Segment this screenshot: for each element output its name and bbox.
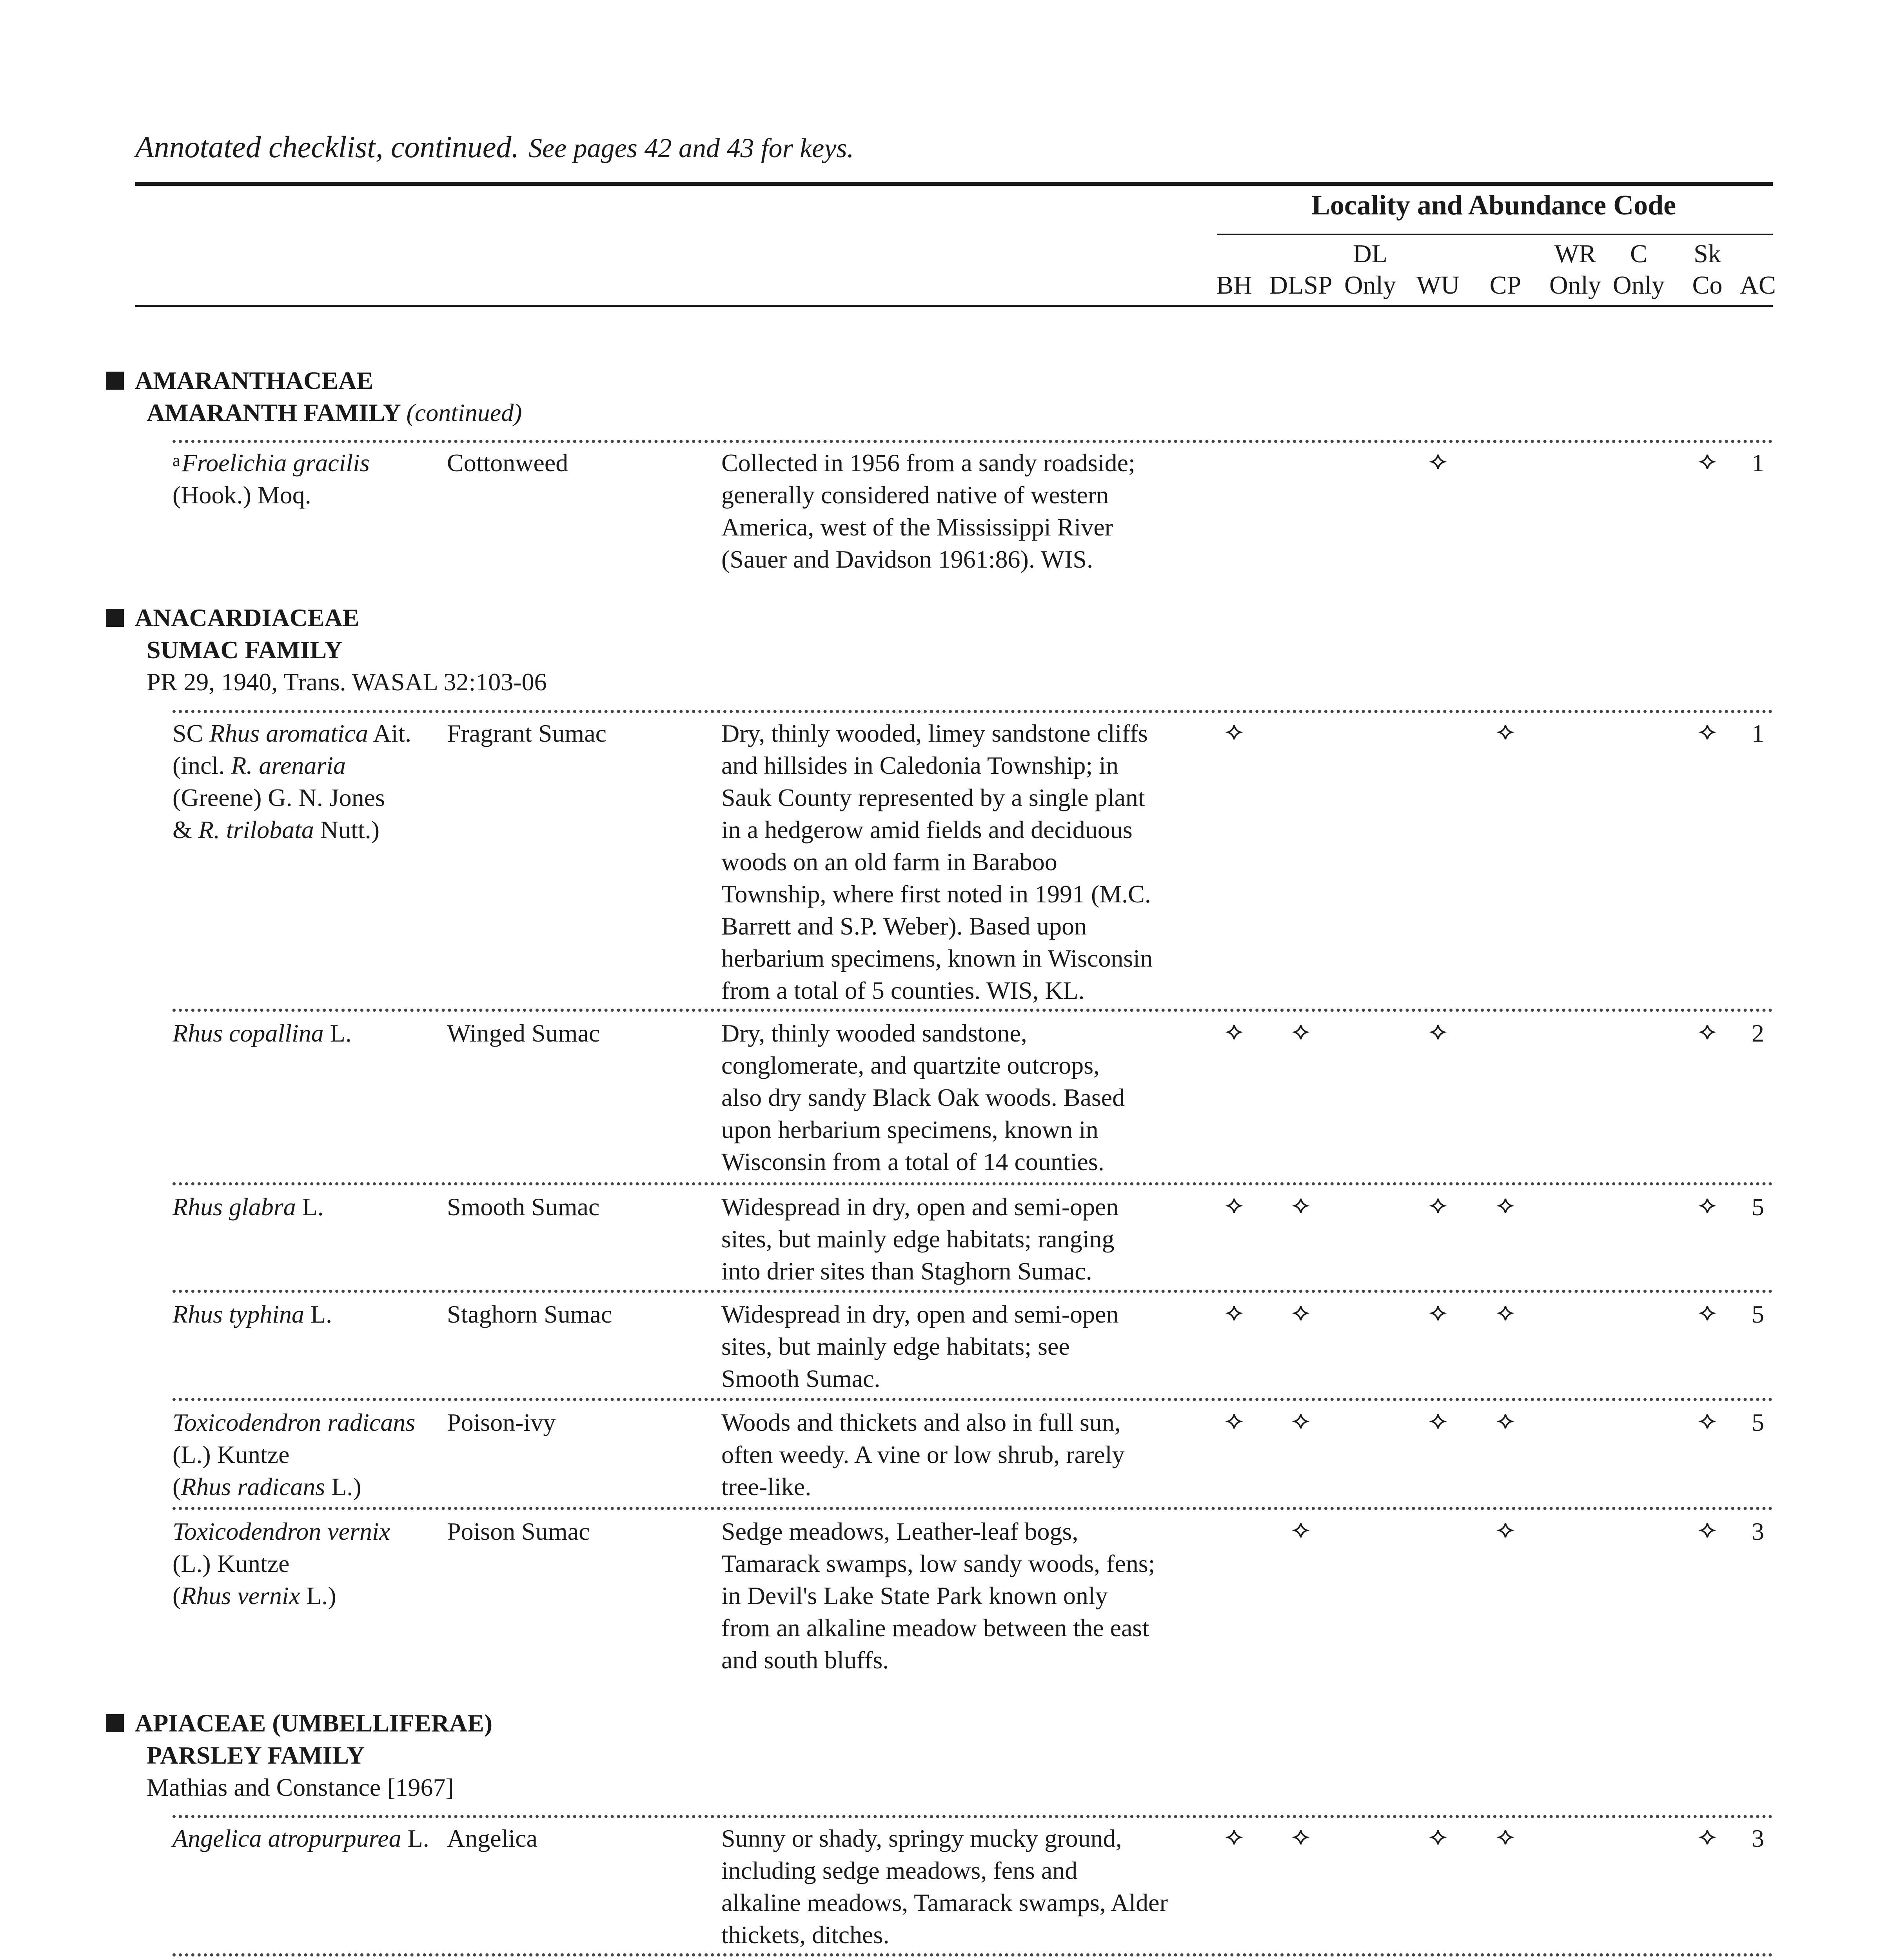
scientific-name-text: & (172, 816, 198, 844)
scientific-name-line (172, 1439, 443, 1471)
column-header-bh (1216, 238, 1252, 301)
scientific-name-italic: Rhus copallina (172, 1019, 324, 1047)
locality-marker-bh-icon (1223, 717, 1245, 750)
locality-marker-skco-icon (1696, 717, 1718, 750)
column-header-dlsp (1269, 238, 1332, 301)
locality-marker-skco-icon (1696, 1822, 1718, 1855)
locality-marker-dlsp-icon (1290, 1406, 1312, 1439)
species-scientific-name (172, 1191, 443, 1223)
notes-line: Sedge meadows, Leather-leaf bogs, (721, 1517, 1078, 1545)
dotted-separator (172, 1815, 1773, 1818)
family-common-name-text: SUMAC FAMILY (147, 636, 343, 664)
species-scientific-name (172, 1406, 443, 1503)
scientific-name-italic: Rhus aromatica (209, 719, 368, 747)
locality-marker-cp-icon (1494, 717, 1516, 750)
scientific-name-line (172, 1515, 443, 1548)
species-notes (721, 1298, 1192, 1395)
notes-line: and hillsides in Caledonia Township; in (721, 751, 1118, 779)
abundance-code: 1 (1752, 449, 1764, 477)
column-header-line: C (1630, 240, 1648, 268)
species-common-name: Fragrant Sumac (447, 719, 606, 747)
scientific-name-text: ( (172, 1582, 181, 1610)
locality-marker-skco-icon (1696, 447, 1718, 479)
species-scientific-name (172, 717, 443, 846)
species-notes (721, 1191, 1192, 1287)
family-common-name-text: PARSLEY FAMILY (147, 1741, 365, 1769)
scientific-name-line (172, 1471, 443, 1503)
scientific-name-italic: Rhus vernix (181, 1582, 300, 1610)
locality-marker-cp-icon (1494, 1298, 1516, 1330)
column-header-line (1216, 238, 1252, 270)
scientific-name-line (172, 447, 443, 479)
dotted-separator (172, 1009, 1773, 1012)
locality-marker-skco-icon (1696, 1515, 1718, 1548)
species-scientific-name (172, 1298, 443, 1330)
notes-line: also dry sandy Black Oak woods. Based (721, 1083, 1125, 1111)
scientific-name-italic: Toxicodendron vernix (172, 1517, 390, 1545)
scientific-name-text: L. (401, 1824, 429, 1852)
family-header (106, 1707, 492, 1804)
bullet-square-icon (106, 609, 124, 627)
caption-keys-note: See pages 42 and 43 for keys. (528, 133, 854, 163)
scientific-name-text: (incl. (172, 751, 231, 779)
scientific-name-line (172, 1191, 443, 1223)
dotted-separator (172, 1953, 1773, 1956)
notes-line: upon herbarium specimens, known in (721, 1116, 1098, 1143)
top-rule (135, 182, 1773, 186)
locality-marker-cp-icon (1494, 1191, 1516, 1223)
notes-line: Wisconsin from a total of 14 counties. (721, 1148, 1104, 1176)
locality-marker-wu-icon (1427, 1191, 1449, 1223)
species-notes (721, 717, 1192, 1007)
species-scientific-name (172, 1017, 443, 1049)
column-header-line: Only (1613, 271, 1665, 299)
column-header-wr (1549, 238, 1601, 301)
family-reference: Mathias and Constance [1967] (147, 1773, 454, 1801)
notes-line: woods on an old farm in Baraboo (721, 848, 1057, 876)
notes-line: Sauk County represented by a single plant (721, 784, 1145, 811)
locality-marker-skco-icon (1696, 1191, 1718, 1223)
abundance-code: 5 (1752, 1193, 1764, 1221)
species-notes (721, 1406, 1192, 1503)
locality-marker-dlsp-icon (1290, 1515, 1312, 1548)
scientific-name-text: L.) (325, 1473, 361, 1501)
scientific-name-line (172, 1406, 443, 1439)
column-header-line: CP (1489, 271, 1522, 299)
family-name-text: APIACEAE (UMBELLIFERAE) (135, 1709, 493, 1737)
notes-line: Widespread in dry, open and semi-open (721, 1300, 1119, 1328)
notes-line: America, west of the Mississippi River (721, 513, 1113, 541)
notes-line: into drier sites than Staghorn Sumac. (721, 1257, 1092, 1285)
notes-line: sites, but mainly edge habitats; see (721, 1332, 1070, 1360)
abundance-code: 1 (1752, 719, 1764, 747)
scientific-name-line (172, 479, 443, 511)
locality-marker-dlsp-icon (1290, 1191, 1312, 1223)
column-header-wu (1416, 238, 1460, 301)
locality-marker-skco-icon (1696, 1298, 1718, 1330)
locality-marker-cp-icon (1494, 1406, 1516, 1439)
status-prefix: a (172, 451, 180, 470)
dotted-separator (172, 710, 1773, 713)
species-scientific-name (172, 1515, 443, 1612)
species-common-name: Staghorn Sumac (447, 1300, 612, 1328)
column-header-line: DLSP (1269, 271, 1333, 299)
scientific-name-text: SC (172, 719, 210, 747)
notes-line: from a total of 5 counties. WIS, KL. (721, 976, 1085, 1004)
scientific-name-line (172, 782, 443, 814)
scientific-name-line (172, 750, 443, 782)
locality-marker-cp-icon (1494, 1515, 1516, 1548)
column-header-line (1416, 238, 1460, 270)
locality-marker-wu-icon (1427, 447, 1449, 479)
scientific-name-text: L.) (300, 1582, 336, 1610)
locality-marker-skco-icon (1696, 1017, 1718, 1049)
notes-line: Tamarack swamps, low sandy woods, fens; (721, 1550, 1155, 1577)
notes-line: sites, but mainly edge habitats; ranging (721, 1225, 1115, 1253)
notes-line: herbarium specimens, known in Wisconsin (721, 944, 1153, 972)
family-name-text: AMARANTHACEAE (135, 367, 373, 394)
family-name (106, 365, 522, 397)
dotted-separator (172, 1182, 1773, 1185)
scientific-name-text: L. (296, 1193, 324, 1221)
locality-marker-dlsp-icon (1290, 1298, 1312, 1330)
locality-marker-wu-icon (1427, 1822, 1449, 1855)
abundance-code: 2 (1752, 1019, 1764, 1047)
notes-line: from an alkaline meadow between the east (721, 1614, 1149, 1642)
dotted-separator (172, 1507, 1773, 1510)
scientific-name-line (172, 814, 443, 846)
notes-line: Smooth Sumac. (721, 1365, 881, 1392)
locality-marker-bh-icon (1223, 1191, 1245, 1223)
column-header-line: Co (1692, 271, 1723, 299)
notes-line: in a hedgerow amid fields and deciduous (721, 816, 1133, 844)
family-reference: PR 29, 1940, Trans. WASAL 32:103-06 (147, 668, 547, 696)
column-header-line: AC (1740, 271, 1776, 299)
scientific-name-text: (L.) Kuntze (172, 1550, 290, 1577)
dotted-separator (172, 1290, 1773, 1293)
notes-line: generally considered native of western (721, 481, 1109, 509)
scientific-name-line (172, 1580, 443, 1612)
page-caption (135, 129, 854, 165)
scientific-name-line (172, 1017, 443, 1049)
scientific-name-line (172, 717, 443, 750)
scientific-name-text: (Hook.) Moq. (172, 481, 311, 509)
locality-marker-wu-icon (1427, 1017, 1449, 1049)
notes-line: Woods and thickets and also in full sun, (721, 1408, 1121, 1436)
scientific-name-italic: Angelica atropurpurea (172, 1824, 401, 1852)
notes-line: and south bluffs. (721, 1646, 889, 1674)
scientific-name-italic: R. arenaria (231, 751, 346, 779)
notes-line: Dry, thinly wooded sandstone, (721, 1019, 1027, 1047)
species-common-name: Poison Sumac (447, 1517, 590, 1545)
scientific-name-text: (L.) Kuntze (172, 1441, 290, 1468)
scientific-name-text: Ait. (368, 719, 412, 747)
column-header-line: Only (1344, 271, 1396, 299)
abundance-code: 5 (1752, 1300, 1764, 1328)
column-header-line: WU (1416, 271, 1460, 299)
notes-line: Widespread in dry, open and semi-open (721, 1193, 1119, 1221)
column-header-line: Only (1549, 271, 1601, 299)
notes-line: Township, where first noted in 1991 (M.C. (721, 880, 1151, 908)
species-notes (721, 1017, 1192, 1178)
notes-line: (Sauer and Davidson 1961:86). WIS. (721, 545, 1093, 573)
locality-marker-dlsp-icon (1290, 1822, 1312, 1855)
family-name (106, 1707, 492, 1739)
scientific-name-italic: Toxicodendron radicans (172, 1408, 416, 1436)
locality-header-rule (1217, 234, 1773, 235)
scientific-name-text: Nutt.) (314, 816, 379, 844)
notes-line: Barrett and S.P. Weber). Based upon (721, 912, 1087, 940)
column-header-line: BH (1216, 271, 1252, 299)
locality-marker-cp-icon (1494, 1822, 1516, 1855)
notes-line: including sedge meadows, fens and (721, 1857, 1078, 1884)
caption-title: Annotated checklist, continued. (135, 130, 519, 164)
column-header-ac (1740, 238, 1776, 301)
locality-marker-wu-icon (1427, 1298, 1449, 1330)
notes-line: often weedy. A vine or low shrub, rarely (721, 1441, 1125, 1468)
notes-line: thickets, ditches. (721, 1921, 890, 1949)
notes-line: tree-like. (721, 1473, 812, 1501)
scientific-name-italic: Rhus glabra (172, 1193, 296, 1221)
column-header-line (1490, 238, 1522, 270)
scientific-name-text: L. (304, 1300, 332, 1328)
scientific-name-text: L. (323, 1019, 352, 1047)
column-header-line: WR (1554, 240, 1596, 268)
column-header-line (1269, 238, 1332, 270)
scientific-name-text: ( (172, 1473, 181, 1501)
column-header-dl (1344, 238, 1396, 301)
scientific-name-line (172, 1822, 443, 1855)
bullet-square-icon (106, 1714, 124, 1732)
column-header-line: DL (1353, 240, 1387, 268)
species-notes (721, 1515, 1192, 1676)
family-continued-note: (continued) (406, 399, 522, 426)
notes-line: Collected in 1956 from a sandy roadside; (721, 449, 1135, 477)
locality-marker-dlsp-icon (1290, 1017, 1312, 1049)
column-header-line (1740, 238, 1776, 270)
column-header-skco (1692, 238, 1722, 301)
notes-line: conglomerate, and quartzite outcrops, (721, 1051, 1100, 1079)
scientific-name-italic: Rhus radicans (181, 1473, 325, 1501)
species-common-name: Smooth Sumac (447, 1193, 600, 1221)
dotted-separator (172, 1398, 1773, 1401)
species-common-name: Poison-ivy (447, 1408, 556, 1436)
species-scientific-name (172, 447, 443, 511)
family-header (106, 602, 547, 698)
scientific-name-line (172, 1548, 443, 1580)
bullet-square-icon (106, 372, 124, 390)
locality-marker-bh-icon (1223, 1017, 1245, 1049)
abundance-code: 3 (1752, 1824, 1764, 1852)
notes-line: alkaline meadows, Tamarack swamps, Alder (721, 1889, 1168, 1916)
scientific-name-text: (Greene) G. N. Jones (172, 784, 385, 811)
species-common-name: Winged Sumac (447, 1019, 600, 1047)
column-header-cp (1490, 238, 1522, 301)
notes-line: in Devil's Lake State Park known only (721, 1582, 1108, 1610)
family-common-name-text: AMARANTH FAMILY (147, 399, 400, 426)
species-common-name: Cottonweed (447, 449, 568, 477)
abundance-code: 5 (1752, 1408, 1764, 1436)
locality-marker-bh-icon (1223, 1406, 1245, 1439)
species-notes (721, 1822, 1192, 1951)
family-name (106, 602, 547, 634)
family-common-name (147, 1739, 492, 1771)
species-notes (721, 447, 1192, 575)
column-header-c (1613, 238, 1665, 301)
dotted-separator (172, 440, 1773, 443)
abundance-code: 3 (1752, 1517, 1764, 1545)
family-common-name (147, 634, 547, 666)
species-common-name: Angelica (447, 1824, 537, 1852)
family-name-text: ANACARDIACEAE (135, 604, 359, 632)
locality-marker-skco-icon (1696, 1406, 1718, 1439)
locality-marker-bh-icon (1223, 1298, 1245, 1330)
locality-marker-wu-icon (1427, 1406, 1449, 1439)
locality-header-title: Locality and Abundance Code (1311, 189, 1676, 221)
species-scientific-name (172, 1822, 443, 1855)
header-bottom-rule (135, 305, 1773, 307)
scientific-name-italic: Rhus typhina (172, 1300, 304, 1328)
family-common-name (147, 397, 522, 429)
notes-line: Dry, thinly wooded, limey sandstone cliffs (721, 719, 1148, 747)
family-header (106, 365, 522, 429)
column-header-line: Sk (1694, 240, 1721, 268)
scientific-name-italic: R. trilobata (198, 816, 314, 844)
scientific-name-italic: Froelichia gracilis (182, 449, 370, 477)
locality-marker-bh-icon (1223, 1822, 1245, 1855)
notes-line: Sunny or shady, springy mucky ground, (721, 1824, 1122, 1852)
scientific-name-line (172, 1298, 443, 1330)
